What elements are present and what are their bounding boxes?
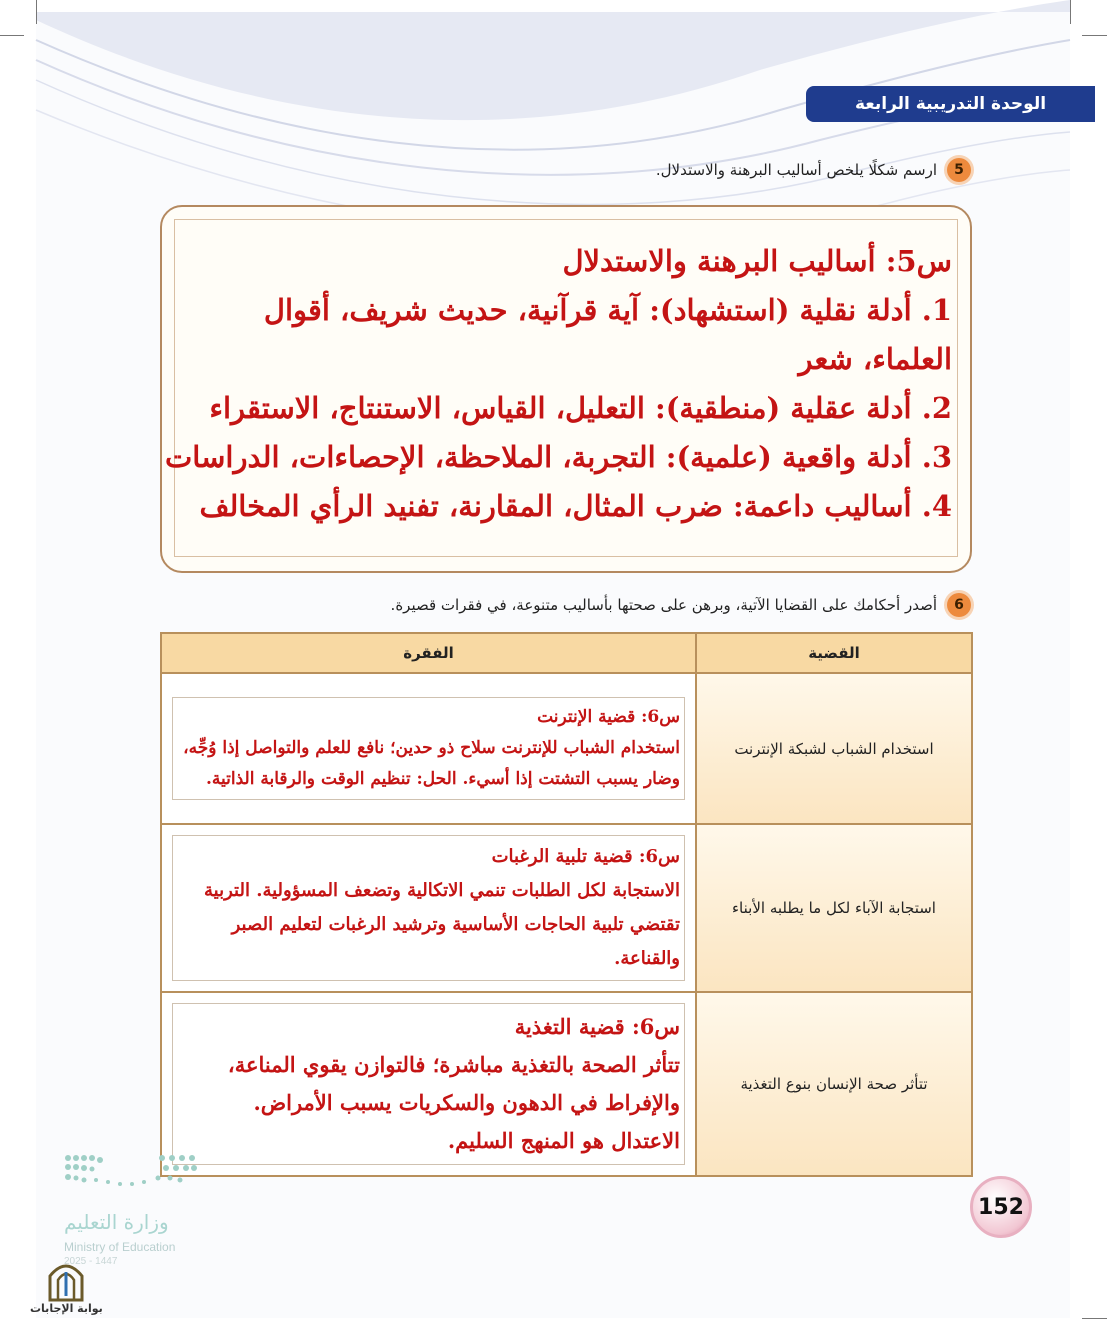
- ministry-name-english: Ministry of Education: [64, 1240, 176, 1254]
- issue-cell: استجابة الآباء لكل ما يطلبه الأبناء: [696, 824, 972, 992]
- issue-cell: تتأثر صحة الإنسان بنوع التغذية: [696, 992, 972, 1176]
- answer-box: [160, 205, 972, 573]
- paragraph-title: س6: قضية التغذية: [514, 1014, 680, 1039]
- paragraph-answer: [172, 835, 685, 981]
- paragraph-text: استخدام الشباب للإنترنت سلاح ذو حدين؛ نافع للعلم والتواصل إذا وُجِّه، وضار يسبب التشتت إذا أسيء. الحل: تنظيم الوقت والرقابة الذاتية.: [183, 738, 680, 789]
- column-header-issue: القضية: [696, 633, 972, 673]
- crop-mark: [1070, 0, 1071, 24]
- edition-year: 2025 - 1447: [64, 1256, 118, 1267]
- paragraph-text: تتأثر الصحة بالتغذية مباشرة؛ فالتوازن يقوي المناعة، والإفراط في الدهون والسكريات يسبب الأمراض. الاعتدال هو المنهج السليم.: [227, 1052, 680, 1153]
- table-row: [161, 992, 972, 1176]
- question-number-badge: 6: [947, 593, 971, 617]
- question-prompt: ارسم شكلًا يلخص أساليب البرهنة والاستدلال.: [655, 161, 937, 179]
- answer-title: س5: أساليب البرهنة والاستدلال: [562, 244, 952, 278]
- ministry-name-arabic: وزارة التعليم: [64, 1210, 169, 1234]
- unit-title-banner: الوحدة التدريبية الرابعة: [806, 86, 1095, 122]
- paragraph-title: س6: قضية الإنترنت: [537, 707, 680, 727]
- paragraph-title: س6: قضية تلبية الرغبات: [491, 846, 680, 867]
- paragraph-answer: [172, 1003, 685, 1165]
- answer-line: 1. أدلة نقلية (استشهاد): آية قرآنية، حديث شريف، أقوال: [263, 293, 952, 327]
- table-header-row: [161, 633, 972, 673]
- handwritten-answer: [164, 237, 952, 531]
- issues-table: [160, 632, 973, 1177]
- crop-mark: [36, 0, 37, 24]
- table-row: [161, 824, 972, 992]
- answer-line: 3. أدلة واقعية (علمية): التجربة، الملاحظة، الإحصاءات، الدراسات: [164, 440, 952, 474]
- answer-line: 2. أدلة عقلية (منطقية): التعليل، القياس، الاستنتاج، الاستقراء: [209, 391, 952, 425]
- answer-line: العلماء، شعر: [798, 342, 952, 376]
- column-header-paragraph: الفقرة: [161, 633, 696, 673]
- paragraph-cell: [161, 824, 696, 992]
- crop-mark: [1082, 1318, 1107, 1319]
- question-6: [391, 593, 971, 617]
- question-prompt: أصدر أحكامك على القضايا الآتية، وبرهن على صحتها بأساليب متنوعة، في فقرات قصيرة.: [390, 596, 937, 614]
- paragraph-answer: [172, 697, 685, 800]
- portal-name: بوابة الإجابات: [30, 1302, 103, 1315]
- crop-mark: [0, 35, 24, 36]
- portal-logo-icon: [46, 1256, 86, 1302]
- page-number-badge: 152: [970, 1176, 1032, 1238]
- crop-mark: [1082, 35, 1107, 36]
- question-number-badge: 5: [947, 158, 971, 182]
- table-row: [161, 673, 972, 824]
- paragraph-cell: [161, 673, 696, 824]
- issue-cell: استخدام الشباب لشبكة الإنترنت: [696, 673, 972, 824]
- paragraph-text: الاستجابة لكل الطلبات تنمي الاتكالية وتضعف المسؤولية. التربية تقتضي تلبية الحاجات الأساسية وترشيد الرغبات لتعليم الصبر والقناعة.: [204, 880, 680, 969]
- paragraph-cell: [161, 992, 696, 1176]
- question-5: [656, 158, 971, 182]
- answer-line: 4. أساليب داعمة: ضرب المثال، المقارنة، تفنيد الرأي المخالف: [199, 489, 952, 523]
